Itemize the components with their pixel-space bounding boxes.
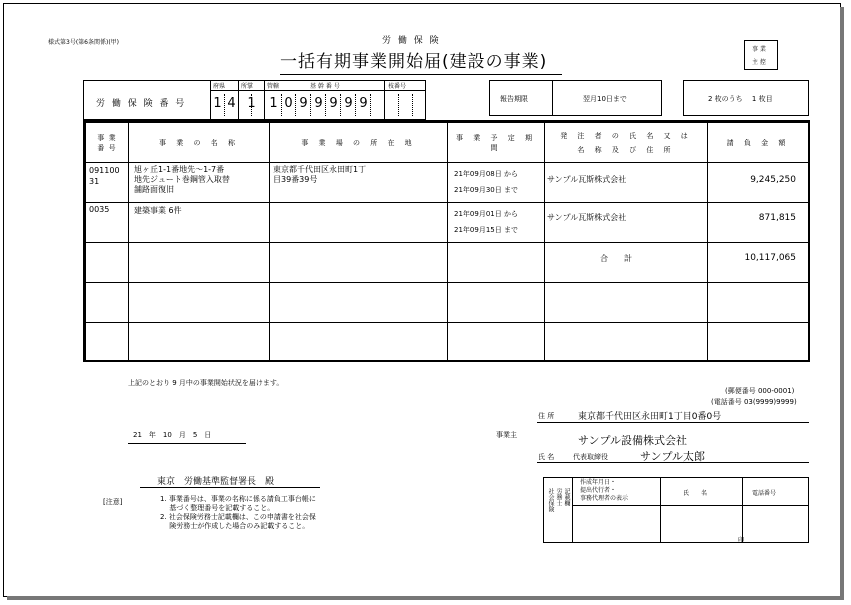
- insurance-digit: 9: [329, 96, 338, 111]
- empty-cell: [708, 323, 809, 361]
- representative-title: 代表取締役: [573, 453, 608, 461]
- header-office: 管轄: [267, 83, 280, 90]
- period-to: 21年09月15日 まで: [454, 226, 518, 234]
- stamp-label-2: 主 控: [752, 59, 766, 66]
- sr-side-label-3: 記載欄: [563, 488, 570, 506]
- insurance-digit: 9: [314, 96, 323, 111]
- header-jurisdiction: 所掌: [241, 83, 254, 90]
- insurance-digit: 4: [227, 96, 236, 111]
- seal-mark: 印: [738, 537, 745, 544]
- header-period: 事 業 予 定 期 間: [448, 123, 545, 163]
- date-underline: [128, 443, 246, 444]
- employer-label: 事業主: [496, 431, 517, 439]
- digit-sep-6: [325, 94, 326, 116]
- table-row: [86, 203, 809, 243]
- report-period-box: [489, 80, 662, 116]
- header-prefecture: 府県: [213, 83, 226, 90]
- sr-side-label-1: 社会保険: [547, 488, 554, 512]
- period-to: 21年09月30日 まで: [454, 186, 518, 194]
- empty-cell: [708, 283, 809, 323]
- header-amount: 請 負 金 額: [708, 123, 809, 163]
- sr-col-1: [580, 479, 628, 503]
- name-underline: [537, 462, 809, 463]
- cell-location: [270, 203, 448, 243]
- empty-cell: [129, 283, 270, 323]
- empty-cell: [448, 243, 545, 283]
- phone-number: (電話番号 03(9999)9999): [711, 398, 797, 406]
- page-title: 一括有期事業開始届(建設の事業): [280, 47, 562, 75]
- note-line: 険労務士が作成した場合のみ記載すること。: [160, 522, 310, 530]
- header-orderer-line-1: 発 注 者 の 氏 名 又 は: [560, 131, 692, 140]
- sr-col-1-line: 提出代行者・: [580, 487, 617, 494]
- note-line: 2. 社会保険労務士記載欄は、この申請書を社会保: [160, 513, 316, 521]
- office-underline: [140, 487, 320, 488]
- insurance-digit: 9: [344, 96, 353, 111]
- sr-col-phone: 電話番号: [752, 490, 777, 497]
- address-underline: [537, 422, 809, 423]
- total-label: 合 計: [545, 243, 708, 283]
- postal-code: (郵便番号 000-0001): [725, 387, 795, 395]
- total-amount: 10,117,065: [708, 243, 809, 283]
- empty-cell: [270, 283, 448, 323]
- page-shadow-right: [840, 7, 844, 599]
- report-period-value: 翌月10日まで: [583, 95, 627, 103]
- cell-business-name: 建築事業 6件: [129, 203, 270, 243]
- period-from: 21年09月08日 から: [454, 170, 518, 178]
- empty-cell: [86, 323, 129, 361]
- notes-label: [注意]: [103, 498, 123, 506]
- header-location: 事 業 場 の 所 在 地: [270, 123, 448, 163]
- labor-office: 東京 労働基準監督署長 殿: [157, 477, 275, 487]
- stamp-label-1: 事 業: [752, 46, 766, 53]
- header-orderer: [545, 123, 708, 163]
- header-business-no: 事 業 番 号: [86, 123, 129, 163]
- digit-sep-10: [398, 94, 399, 116]
- insurance-label: 労 働 保 険 番 号: [96, 99, 187, 109]
- cell-amount: 9,245,250: [708, 163, 809, 203]
- cell-business-no: 091100 31: [86, 163, 129, 203]
- insurance-digit: 9: [359, 96, 368, 111]
- sr-row-line: [572, 505, 809, 506]
- title-sub: 労 働 保 険: [382, 36, 441, 46]
- sr-divider-2: [660, 477, 661, 543]
- sheets-box: [683, 80, 809, 116]
- address-value: 東京都千代田区永田町1丁目0番0号: [578, 412, 722, 422]
- empty-cell: [448, 323, 545, 361]
- divider-2: [264, 80, 265, 120]
- divider-1: [238, 80, 239, 120]
- table-row: [86, 323, 809, 361]
- sr-col-name: 氏 名: [683, 490, 708, 497]
- empty-cell: [545, 323, 708, 361]
- empty-cell: [448, 283, 545, 323]
- report-period-label: 報告期限: [500, 95, 528, 103]
- cell-orderer: サンプル瓦斯株式会社: [545, 163, 708, 203]
- table-row: [86, 163, 809, 203]
- insurance-digit: 1: [269, 96, 278, 111]
- statement: 上記のとおり 9 月中の事業開始状況を届けます。: [128, 379, 284, 387]
- cell-period: [448, 163, 545, 203]
- insurance-digit: 1: [247, 96, 256, 111]
- sr-col-1-line: 作成年月日・: [580, 479, 617, 486]
- digit-sep-9: [370, 94, 371, 116]
- empty-cell: [86, 243, 129, 283]
- digit-sep-4: [295, 94, 296, 116]
- empty-cell: [545, 283, 708, 323]
- sr-divider-3: [742, 477, 743, 543]
- company-name: サンプル設備株式会社: [578, 434, 688, 447]
- divider-3: [384, 80, 385, 120]
- digit-sep-8: [355, 94, 356, 116]
- insurance-digit: 0: [284, 96, 293, 111]
- header-orderer-line-2: 名 称 及 び 住 所: [577, 145, 675, 154]
- cell-business-no: 0035: [86, 203, 129, 243]
- name-label: 氏 名: [538, 453, 555, 461]
- header-branch: 枝番号: [388, 83, 407, 90]
- header-base-number: 基 幹 番 号: [310, 83, 340, 90]
- note-line: 基づく整理番号を記載すること。: [160, 504, 275, 512]
- cell-business-name: 旭ヶ丘1-1番地先～1-7番 地先ジュート巻鋼管入取替 舗路面復旧: [129, 163, 270, 203]
- header-business-name: 事 業 の 名 称: [129, 123, 270, 163]
- cell-location: 東京都千代田区永田町1丁 目39番39号: [270, 163, 448, 203]
- stamp-box: [744, 40, 778, 70]
- insurance-digit: 1: [213, 96, 222, 111]
- insurance-header-line: [210, 90, 426, 91]
- insurance-digit: 9: [299, 96, 308, 111]
- note-line: 1. 事業番号は、事業の名称に係る請負工事台帳に: [160, 495, 316, 503]
- table-header-row: [86, 123, 809, 163]
- notes: [160, 495, 316, 531]
- page-shadow-bottom: [7, 596, 844, 600]
- empty-cell: [270, 323, 448, 361]
- submission-date: 21 年 10 月 5 日: [133, 431, 212, 439]
- digit-sep-7: [340, 94, 341, 116]
- sheets-count: 2 枚のうち 1 枚目: [708, 95, 773, 103]
- table-total-row: [86, 243, 809, 283]
- cell-orderer: サンプル瓦斯株式会社: [545, 203, 708, 243]
- table-row: [86, 283, 809, 323]
- period-from: 21年09月01日 から: [454, 210, 518, 218]
- sr-col-1-line: 事務代理者の表示: [580, 495, 629, 502]
- representative-name: サンプル太郎: [640, 450, 706, 463]
- cell-period: [448, 203, 545, 243]
- cell-amount: 871,815: [708, 203, 809, 243]
- empty-cell: [129, 323, 270, 361]
- digit-sep-11: [412, 94, 413, 116]
- sr-divider-1: [572, 477, 573, 543]
- address-label: 住 所: [538, 412, 555, 420]
- sr-side-label-2: 労務士: [555, 488, 562, 506]
- empty-cell: [129, 243, 270, 283]
- report-period-divider: [552, 80, 553, 116]
- business-table: [83, 120, 810, 362]
- empty-cell: [86, 283, 129, 323]
- form-id: 様式第3号(第6条関係)(甲): [48, 39, 119, 46]
- digit-sep-5: [310, 94, 311, 116]
- empty-cell: [270, 243, 448, 283]
